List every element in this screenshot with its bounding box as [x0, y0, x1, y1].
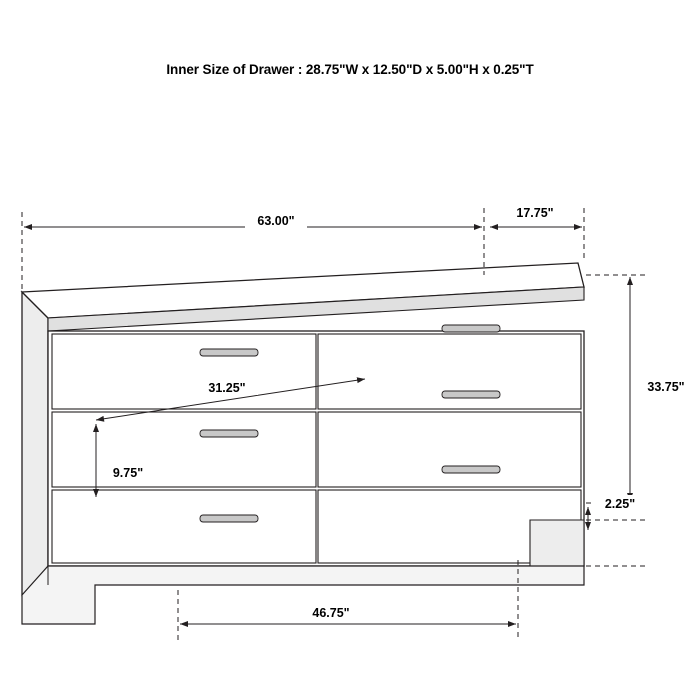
page-title: Inner Size of Drawer : 28.75"W x 12.50"D x 5.00"H x 0.25"T	[166, 62, 534, 77]
label-drawer-interior-width: 31.25"	[208, 381, 246, 395]
label-side-depth: 17.75"	[516, 206, 554, 220]
label-overall-width: 63.00"	[257, 214, 295, 228]
drawer-front-left-bottom[interactable]	[52, 490, 316, 563]
label-base-height: 2.25"	[604, 497, 636, 511]
label-base-width: 46.75"	[312, 606, 350, 620]
dresser-illustration	[22, 263, 584, 624]
dresser-left-side-panel	[22, 292, 48, 595]
label-overall-height: 33.75"	[647, 380, 685, 394]
drawer-handle-left-bottom[interactable]	[200, 515, 258, 522]
drawer-handle-left-top[interactable]	[200, 349, 258, 356]
drawer-handle-right-top[interactable]	[442, 325, 500, 332]
drawer-front-left-top[interactable]	[52, 334, 316, 409]
drawer-front-left-middle[interactable]	[52, 412, 316, 487]
label-drawer-interior-height: 9.75"	[112, 466, 144, 480]
drawer-handle-right-middle[interactable]	[442, 391, 500, 398]
drawer-handle-right-bottom[interactable]	[442, 466, 500, 473]
drawer-handle-left-middle[interactable]	[200, 430, 258, 437]
drawer-front-right-middle[interactable]	[318, 412, 581, 487]
